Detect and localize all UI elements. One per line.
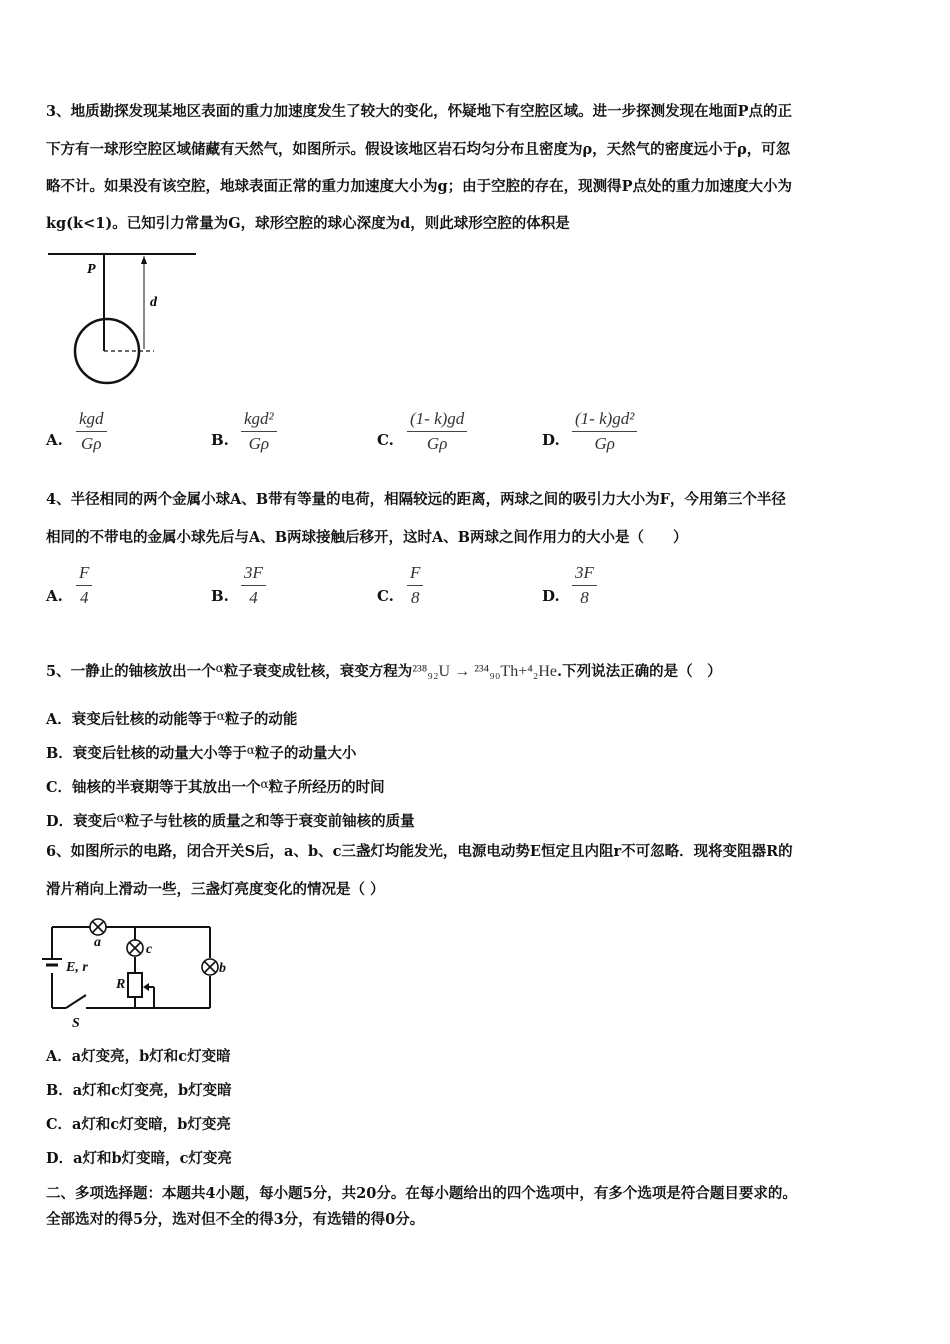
point-p-label: P	[87, 262, 96, 277]
q5-decay-equation: ²³⁸₉₂U → ²³⁴₉₀Th+⁴₂He	[412, 663, 558, 680]
q6-option-b: B．a灯和c灯变亮，b灯变暗	[46, 1082, 232, 1099]
q3-option-b-den: Gρ	[248, 434, 270, 453]
circuit-diagram	[42, 915, 232, 1031]
q6-line-2: 滑片稍向上滑动一些，三盏灯亮度变化的情况是（ ）	[46, 881, 385, 898]
q4-option-c-label: C.	[377, 587, 394, 605]
q5-option-b-pre: 衰变后钍核的动量大小等于	[72, 745, 247, 762]
q5-option-d	[46, 808, 415, 832]
cavity-diagram	[44, 248, 204, 390]
q4-option-d-den: 8	[580, 588, 589, 607]
q5-option-b-post: 粒子的动量大小	[254, 745, 357, 762]
q5-option-b-alpha: α	[246, 743, 255, 757]
q5-option-a-pre: 衰变后钍核的动能等于	[71, 711, 217, 728]
q5-option-a	[46, 706, 297, 730]
depth-d-label: d	[150, 295, 157, 310]
lamp-b	[202, 959, 218, 975]
q3-option-c-num: (1- k)gd	[407, 409, 467, 432]
q5-stem	[46, 658, 722, 682]
q3-option-d-num: (1- k)gd²	[572, 409, 637, 432]
q4-option-a-label: A.	[46, 587, 63, 605]
q5-stem-mid: 粒子衰变成钍核，衰变方程为	[223, 663, 413, 680]
q5-option-c-label: C．	[46, 779, 73, 796]
q4-option-d-num: 3F	[572, 563, 597, 586]
q3-option-a-label: A.	[46, 431, 63, 449]
q6-option-d: D．a灯和b灯变暗，c灯变亮	[46, 1150, 232, 1167]
q6-option-a: A．a灯变亮，b灯和c灯变暗	[46, 1048, 231, 1065]
q5-stem-after: .下列说法正确的是（ ）	[557, 663, 722, 680]
q4-option-b-label: B.	[211, 587, 229, 605]
q4-option-a-den: 4	[79, 588, 89, 607]
source-label: E, r	[66, 960, 88, 975]
lamp-c-label: c	[146, 942, 153, 957]
switch-label: S	[72, 1016, 80, 1031]
q5-option-d-alpha: α	[116, 811, 125, 825]
lamp-a-label: a	[94, 935, 101, 950]
q3-line-2: 下方有一球形空腔区域储藏有天然气，如图所示。假设该地区岩石均匀分布且密度为ρ，天然气的密度远小于ρ，可忽	[46, 141, 791, 158]
q4-option-b-num: 3F	[241, 563, 266, 586]
q3-option-a-den: Gρ	[81, 434, 102, 453]
q5-option-c-alpha: α	[260, 777, 269, 791]
q5-stem-before: 5、一静止的铀核放出一个	[46, 663, 216, 680]
q5-option-a-post: 粒子的动能	[224, 711, 298, 728]
q3-option-d-den: Gρ	[594, 434, 615, 453]
q3-line-4: kg(k<1)。已知引力常量为G，球形空腔的球心深度为d，则此球形空腔的体积是	[46, 215, 570, 232]
section2-line-2: 全部选对的得5分，选对但不全的得3分，有选错的得0分。	[46, 1211, 425, 1228]
q3-option-d-label: D.	[542, 431, 560, 449]
q4-option-c-den: 8	[410, 588, 420, 607]
lamp-b-label: b	[219, 961, 226, 976]
q3-option-b-num: kgd²	[241, 409, 277, 432]
q3-option-b-fraction	[241, 409, 277, 454]
q5-option-c-post: 粒子所经历的时间	[268, 779, 385, 796]
q4-option-c-fraction	[407, 563, 423, 608]
q5-option-d-pre: 衰变后	[73, 813, 117, 830]
rheostat-slider	[143, 983, 149, 991]
q3-option-b-label: B.	[211, 431, 229, 449]
q3-line-3: 略不计。如果没有该空腔，地球表面正常的重力加速度大小为g；由于空腔的存在，现测得P点处的重力加速度大小为	[46, 178, 793, 195]
q3-option-c-label: C.	[377, 431, 394, 449]
q5-alpha-symbol: α	[215, 661, 224, 675]
q4-option-c-num: F	[407, 563, 423, 586]
q5-option-c-pre: 铀核的半衰期等于其放出一个	[72, 779, 261, 796]
q4-option-a-fraction	[76, 563, 92, 608]
q4-option-b-fraction	[241, 563, 266, 608]
q3-option-a-num: kgd	[76, 409, 107, 432]
q5-option-c	[46, 774, 385, 798]
q3-option-a-fraction	[76, 409, 107, 454]
q5-option-d-post: 粒子与钍核的质量之和等于衰变前铀核的质量	[124, 813, 415, 830]
q3-line-1: 3、地质勘探发现某地区表面的重力加速度发生了较大的变化，怀疑地下有空腔区域。进一步探测发现在地面P点的正	[46, 103, 792, 120]
q3-option-d-fraction	[572, 409, 637, 454]
q6-line-1: 6、如图所示的电路，闭合开关S后，a、b、c三盏灯均能发光，电源电动势E恒定且内阻r不可忽略．现将变阻器R的	[46, 843, 793, 860]
q4-option-b-den: 4	[249, 588, 258, 607]
q6-option-c: C．a灯和c灯变暗，b灯变亮	[46, 1116, 231, 1133]
q4-option-d-fraction	[572, 563, 597, 608]
lamp-a	[90, 919, 106, 935]
q5-option-b-label: B．	[46, 745, 73, 762]
q4-option-d-label: D.	[542, 587, 560, 605]
q5-option-a-label: A．	[46, 711, 72, 728]
q3-option-c-den: Gρ	[426, 434, 448, 453]
section2-line-1: 二、多项选择题：本题共4小题，每小题5分，共20分。在每小题给出的四个选项中，有多个选项是符合题目要求的。	[46, 1185, 797, 1202]
q3-option-c-fraction	[407, 409, 467, 454]
q5-option-d-label: D．	[46, 813, 74, 830]
depth-arrow-head	[141, 256, 147, 264]
q5-option-b	[46, 740, 356, 764]
q5-option-a-alpha: α	[216, 709, 225, 723]
q4-option-a-num: F	[76, 563, 92, 586]
q4-line-2: 相同的不带电的金属小球先后与A、B两球接触后移开，这时A、B两球之间作用力的大小是（ ）	[46, 529, 688, 546]
q4-line-1: 4、半径相同的两个金属小球A、B带有等量的电荷，相隔较远的距离，两球之间的吸引力大小为F，今用第三个半径	[46, 491, 786, 508]
resistor-label: R	[116, 977, 126, 992]
lamp-c	[127, 940, 143, 956]
